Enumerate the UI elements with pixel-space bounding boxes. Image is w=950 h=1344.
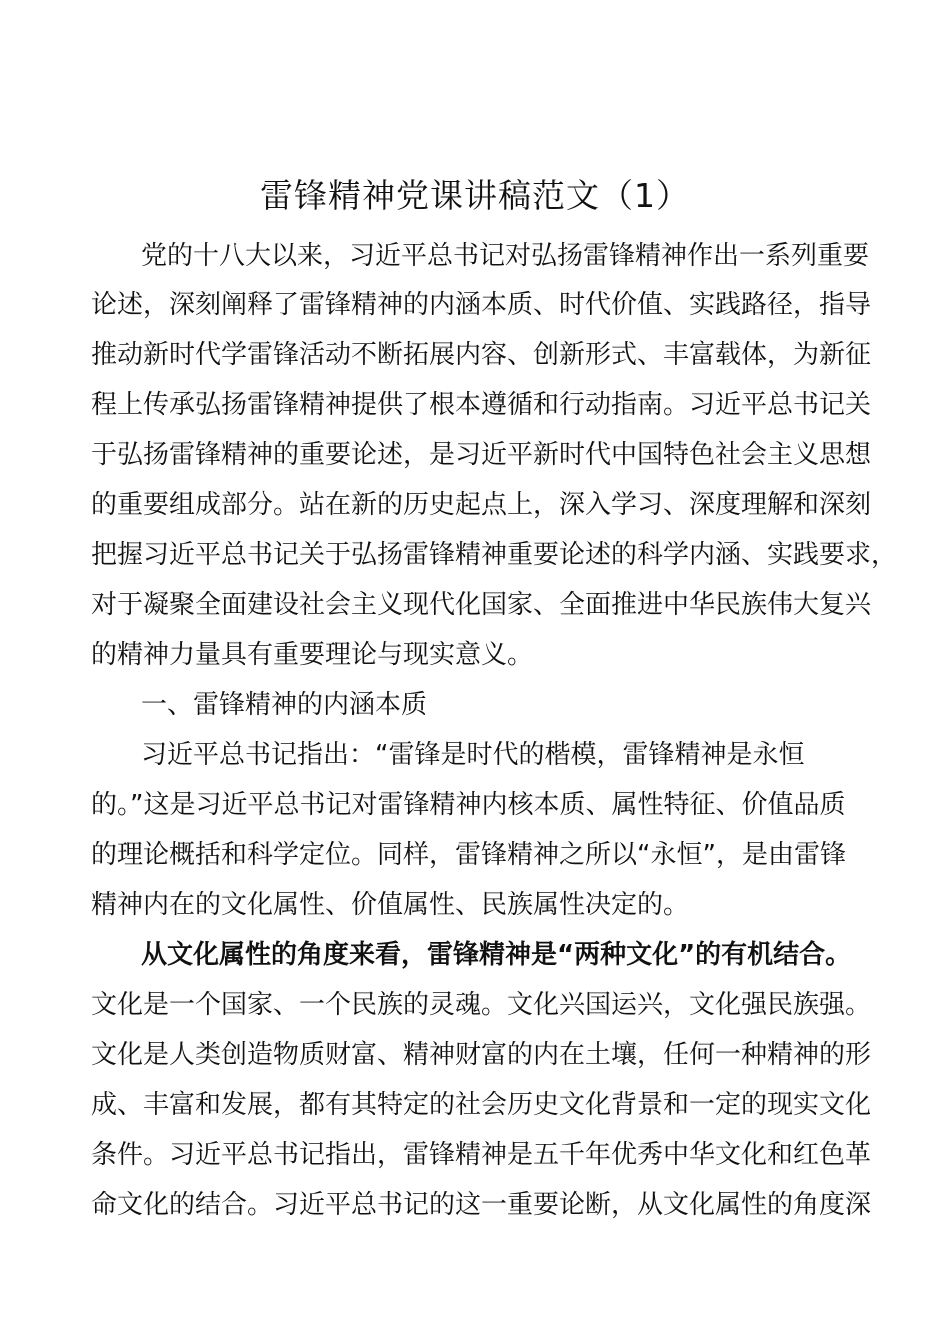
paragraph-line: 文化是人类创造物质财富、精神财富的内在土壤，任何一种精神的形 [91, 1040, 872, 1070]
paragraph-line: 精神内在的文化属性、价值属性、民族属性决定的。 [91, 890, 690, 920]
paragraph-line: 程上传承弘扬雷锋精神提供了根本遵循和行动指南。习近平总书记关 [91, 390, 872, 420]
paragraph-line: 命文化的结合。习近平总书记的这一重要论断，从文化属性的角度深 [91, 1190, 872, 1220]
paragraph-line: 文化是一个国家、一个民族的灵魂。文化兴国运兴，文化强民族强。 [91, 990, 872, 1020]
paragraph-line: 对于凝聚全面建设社会主义现代化国家、全面推进中华民族伟大复兴 [91, 590, 872, 620]
bold-lead-sentence: 从文化属性的角度来看，雷锋精神是“两种文化”的有机结合。 [141, 940, 852, 970]
paragraph-line: 的重要组成部分。站在新的历史起点上，深入学习、深度理解和深刻 [91, 490, 872, 520]
paragraph-line: 党的十八大以来，习近平总书记对弘扬雷锋精神作出一系列重要 [141, 241, 870, 271]
paragraph-line: 把握习近平总书记关于弘扬雷锋精神重要论述的科学内涵、实践要求， [91, 540, 898, 570]
paragraph-line: 的理论概括和科学定位。同样，雷锋精神之所以“永恒”，是由雷锋 [91, 840, 846, 870]
paragraph-line: 的精神力量具有重要理论与现实意义。 [91, 640, 534, 670]
document-title: 雷锋精神党课讲稿范文（1） [260, 176, 690, 215]
paragraph-line: 习近平总书记指出：“雷锋是时代的楷模，雷锋精神是永恒 [141, 740, 805, 770]
section-heading: 一、雷锋精神的内涵本质 [141, 690, 428, 720]
paragraph-line: 的。”这是习近平总书记对雷锋精神内核本质、属性特征、价值品质 [91, 790, 846, 820]
paragraph-line: 于弘扬雷锋精神的重要论述，是习近平新时代中国特色社会主义思想 [91, 440, 872, 470]
paragraph-line: 成、丰富和发展，都有其特定的社会历史文化背景和一定的现实文化 [91, 1090, 872, 1120]
paragraph-line: 论述，深刻阐释了雷锋精神的内涵本质、时代价值、实践路径，指导 [91, 290, 872, 320]
paragraph-line: 推动新时代学雷锋活动不断拓展内容、创新形式、丰富载体，为新征 [91, 340, 872, 370]
paragraph-line: 条件。习近平总书记指出，雷锋精神是五千年优秀中华文化和红色革 [91, 1140, 872, 1170]
